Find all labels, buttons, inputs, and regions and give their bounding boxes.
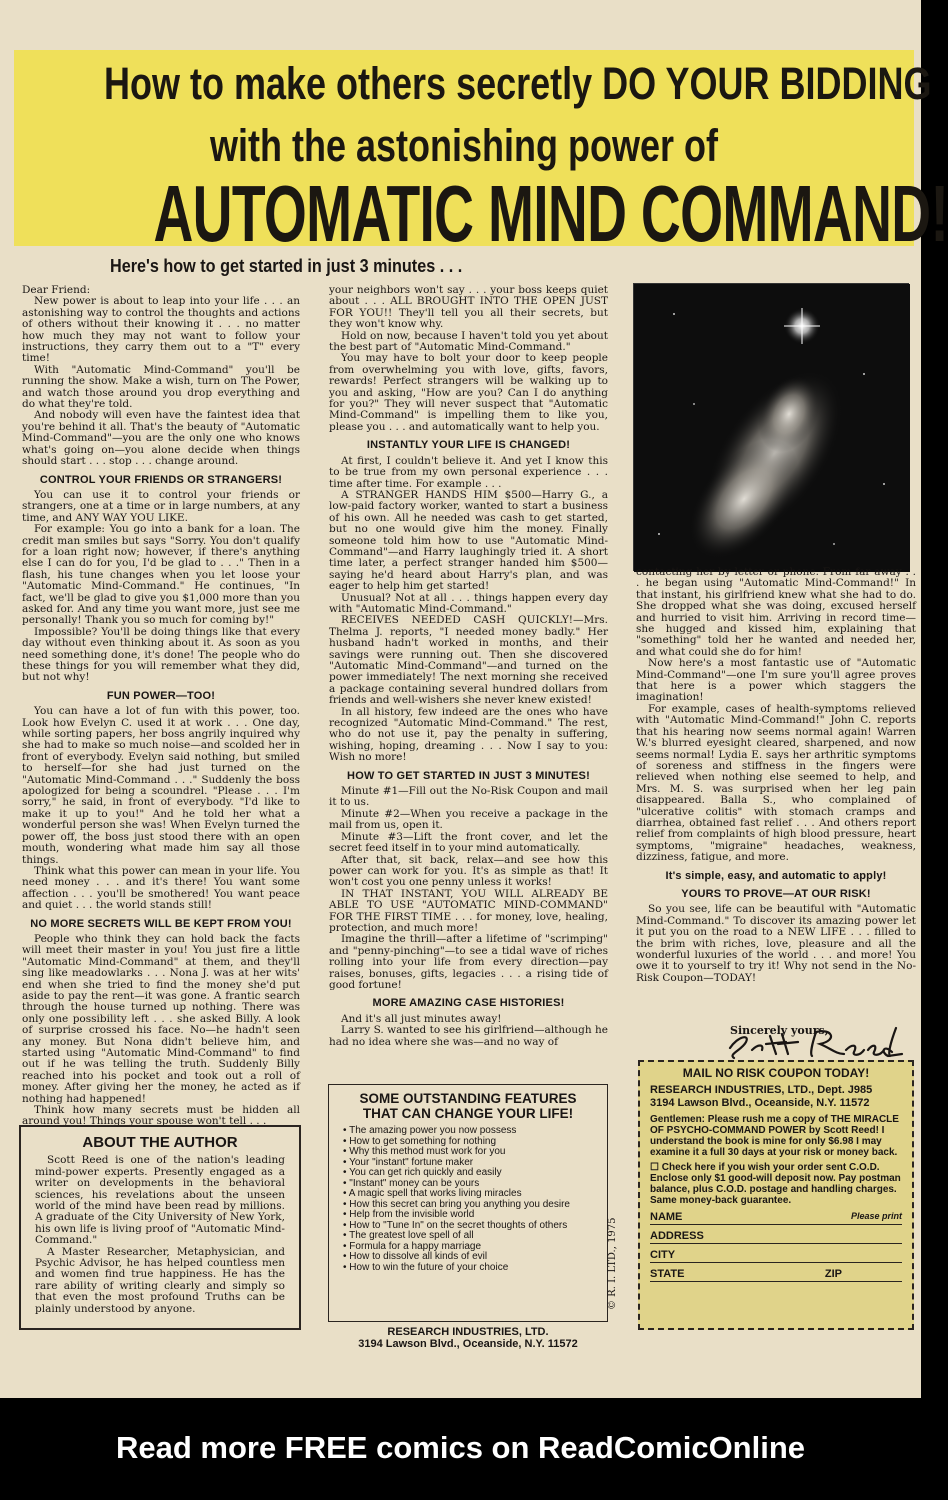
- features-list: [343, 1126, 593, 1273]
- features-title: [343, 1091, 593, 1121]
- paragraph: New power is about to leap into your life . . . an astonishing way to control the thoughts and actions of others without their knowing it . . . no matter how much they may not want to follow your instructions, they carry them out to a "T" every time!: [22, 295, 300, 365]
- paragraph: Now here's a most fantastic use of "Automatic Mind-Command"—one I'm sure you'll agree proves that here is a power which staggers the imagination!: [636, 657, 916, 704]
- coupon-title: MAIL NO RISK COUPON TODAY!: [682, 1066, 870, 1080]
- paragraph: And it's all just minutes away!: [341, 1012, 502, 1025]
- coupon-address-1: RESEARCH INDUSTRIES, LTD., Dept. J985: [650, 1084, 873, 1096]
- about-author-box: [19, 1125, 301, 1330]
- list-item: • How to "Tune In" on the secret thoughts of others: [343, 1221, 593, 1232]
- headline-line-1: How to make others secretly DO YOUR BIDDING: [104, 58, 932, 109]
- paragraph: A Master Researcher, Metaphysician, and Psychic Advisor, he has helped countless men and women find true happiness. He has the rare ability of writing clearly and simply so that even the most profound Truths can be plainly understood by anyone.: [35, 1245, 285, 1315]
- article-column-1: [22, 284, 300, 1128]
- cod-checkbox[interactable]: ☐ Check here if you wish your order sent C.O.D. Enclose only $1 good-will deposit now. Pay postman balance, plus C.O.D. postage and handling charges. Same money-back guarantee.: [650, 1162, 901, 1206]
- paragraph: Hold on now, because I haven't told you yet about the best part of "Automatic Mind-Command.": [329, 329, 608, 354]
- paragraph: Minute #3—Lift the front cover, and let the secret feed itself in to your mind automatically.: [329, 830, 608, 855]
- list-item: • The greatest love spell of all: [343, 1231, 593, 1242]
- address-field[interactable]: [650, 1230, 902, 1244]
- paragraph: IN THAT INSTANT, YOU WILL ALREADY BE ABLE TO USE "AUTOMATIC MIND-COMMAND" FOR THE FIRST TIME . . . for money, love, healing, protection, and much more!: [329, 887, 608, 934]
- company-street: 3194 Lawson Blvd., Oceanside, N.Y. 11572: [358, 1338, 578, 1350]
- order-coupon[interactable]: [638, 1060, 914, 1330]
- zip-label: ZIP: [824, 1268, 842, 1280]
- section-heading: CONTROL YOUR FRIENDS OR STRANGERS!: [39, 473, 283, 486]
- state-zip-field[interactable]: [650, 1268, 902, 1282]
- sign-off: Sincerely yours,: [730, 1024, 829, 1037]
- company-address: [328, 1326, 608, 1350]
- features-title-line-2: THAT CAN CHANGE YOUR LIFE!: [362, 1106, 574, 1121]
- paragraph: So you see, life can be beautiful with "Automatic Mind-Command." To discover its amazing power let it put you on the road to a NEW LIFE . . . filled to the brim with riches, love, pleasure and all the wonderful luxuries of the world . . . and more! You owe it to yourself to try it! Why not send in the No-Risk Coupon—TODAY!: [636, 903, 916, 984]
- address-label: ADDRESS: [650, 1230, 704, 1242]
- list-item: • "Instant" money can be yours: [343, 1179, 593, 1190]
- city-field[interactable]: [650, 1249, 902, 1263]
- section-heading: It's simple, easy, and automatic to apply!: [665, 869, 887, 882]
- paragraph: At first, I couldn't believe it. And yet I know this to be true from my own personal experience . . . time after time. For example . . .: [329, 454, 608, 490]
- paragraph: People who think they can hold back the facts will meet their master in you! You just fire a little "Automatic Mind-Command" at them, and they'll sing like meadowlarks . . . Nona J. was at her wits' end when she tried to find the money she'd put aside to pay the rent—it was gone. A frantic search through the house turned up nothing. There was only one possibility left . . . she asked Billy. A look of surprise crossed his face. No—he hadn't seen any money. But Nona didn't believe him, and started using "Automatic Mind-Command" to find out if he was telling the truth. Suddenly Billy reached into his pocket and took out a roll of money. After giving her the money, he acted as if nothing had happened!: [22, 932, 300, 1105]
- features-title-line-1: SOME OUTSTANDING FEATURES: [359, 1091, 577, 1106]
- name-label: NAME: [650, 1211, 683, 1223]
- paragraph: And nobody will even have the faintest idea that you're behind it all. That's the beauty of "Automatic Mind-Command"—you are the only one who knows what's going on—you alone decide when things should start . . . stop . . . change around.: [22, 409, 300, 468]
- paragraph: With "Automatic Mind-Command" you'll be running the show. Make a wish, turn on The Power, and watch those around you drop everything and do what they're told.: [22, 363, 300, 411]
- list-item: • How to dissolve all kinds of evil: [343, 1252, 593, 1263]
- paragraph: For example, cases of health-symptoms relieved with "Automatic Mind-Command!" John C. reports that his hearing now seems normal again! Warren W.'s blurred eyesight cleared, sharpened, and now seems normal! Lydia E. says her arthritic symptoms of soreness and stiffness in the fingers were relieved when nothing else seemed to help, and Mrs. M. S. was surprised when her leg pain disappeared. Balla S., who complained of "ulcerative colitis" with stomach cramps and diarrhea, obtained fast relief . . . And others report relief from complaints of high blood pressure, heart symptoms, "migraine" headaches, weakness, dizziness, fatigue, and more.: [636, 702, 916, 864]
- article-column-2: [329, 285, 608, 1085]
- print-note: Please print: [850, 1211, 902, 1221]
- features-box: [328, 1084, 608, 1322]
- paragraph: Scott Reed is one of the nation's leading mind-power experts. Presently engaged as a writer on developments in the behavioral sciences, his revelations about the unseen world of the mind have been read by millions. A graduate of the City University of New York, his own life is living proof of "Automatic Mind-Command.": [35, 1154, 285, 1247]
- paragraph: Think how many secrets must be hidden all around you! Things your spouse won't tell . . .: [22, 1104, 300, 1128]
- paragraph: You can use it to control your friends or strangers, one at a time or in large numbers, at any time, and ANY WAY YOU LIKE.: [22, 488, 300, 524]
- list-item: • Your "instant" fortune maker: [343, 1158, 593, 1169]
- list-item: • Why this method must work for you: [343, 1147, 593, 1158]
- section-heading: NO MORE SECRETS WILL BE KEPT FROM YOU!: [30, 917, 292, 930]
- section-heading: INSTANTLY YOUR LIFE IS CHANGED!: [366, 439, 571, 452]
- nebula-star-illustration: [634, 284, 910, 572]
- list-item: • A magic spell that works living miracles: [343, 1189, 593, 1200]
- cosmic-photo: [633, 283, 909, 571]
- paragraph: For example: You go into a bank for a loan. The credit man smiles but says "Sorry. You don't qualify for a loan right now; however, if there's anything else I can do for you, I'd be glad to . . ." Then in a flash, his tune changes when you let loose your "Automatic Mind-Command." He continues, "In fact, we'll be glad to give you $1,000 more than you asked for. And any time you want more, just see me personally! Thank you so much for coming by!": [22, 523, 300, 627]
- section-heading: YOURS TO PROVE—AT OUR RISK!: [681, 887, 871, 900]
- paragraph: After that, sit back, relax—and see how this power can work for you. It's as simple as that! It won't cost you one penny unless it works!: [329, 853, 608, 889]
- coupon-order-text: Gentlemen: Please rush me a copy of THE MIRACLE OF PSYCHO-COMMAND POWER by Scott Reed! I understand the book is mine for only $6.98 I may examine it a full 30 days at your risk or money back.: [650, 1114, 899, 1158]
- list-item: • How to get something for nothing: [343, 1137, 593, 1148]
- handwritten-signature: [720, 1014, 910, 1062]
- paragraph: You can have a lot of fun with this power, too. Look how Evelyn C. used it at work . . . One day, while sorting papers, her boss angrily inquired why she had to make so much noise—and scolded her in front of everybody. Evelyn said nothing, but smiled to herself—for she had just turned on the "Automatic Mind-Command . . ." Suddenly the boss apologized for being a scoundrel. "Please . . . I'm sorry," he said, in front of everybody. "I'd like to make it up to you!" And he told her what a wonderful person she was! When Evelyn turned the power off, the boss just stood there with an open mouth, wondering what made him say all those things.: [22, 705, 300, 866]
- section-heading: FUN POWER—TOO!: [106, 689, 216, 702]
- company-name: RESEARCH INDUSTRIES, LTD.: [387, 1326, 549, 1338]
- author-box-title: ABOUT THE AUTHOR: [82, 1134, 238, 1151]
- footer-bar: [0, 1398, 921, 1500]
- state-label: STATE: [650, 1268, 685, 1280]
- paragraph: In all history, few indeed are the ones who have recognized "Automatic Mind-Command." The rest, who do not use it, pay the penalty in suffering, wishing, hoping, dreaming . . . Now I say to you: Wish no more!: [329, 705, 608, 764]
- list-item: • How this secret can bring you anything you desire: [343, 1200, 593, 1211]
- paragraph: Imagine the thrill—after a lifetime of "scrimping" and "penny-pinching"—to see a tidal wave of riches rolling into your life from every direction—pay raises, bonuses, gifts, legacies . . . a rising tide of good fortune!: [329, 933, 608, 991]
- list-item: • How to win the future of your choice: [343, 1263, 593, 1274]
- list-item: • The amazing power you now possess: [343, 1126, 593, 1137]
- list-item: • Help from the invisible world: [343, 1210, 593, 1221]
- paragraph: Larry S. wanted to see his girlfriend—although he had no idea where she was—and no way of: [329, 1024, 608, 1048]
- section-heading: MORE AMAZING CASE HISTORIES!: [372, 997, 565, 1010]
- paragraph: Unusual? Not at all . . . things happen every day with "Automatic Mind-Command.": [329, 591, 608, 615]
- paragraph: contacting her by letter or phone. From far away . . . he began using "Automatic Mind-Command!" In that instant, his girlfriend knew what she had to do. She dropped what she was doing, excused herself and hurried to visit him. Arriving in record time—she hugged and kissed him, explaining that "something" told her he wanted and needed her, and what could she do for him!: [636, 566, 916, 658]
- paragraph: A STRANGER HANDS HIM $500—Harry G., a low-paid factory worker, wanted to start a business of his own. All he needed was cash to get started, but no one would give him the money. Finally someone told him how to use "Automatic Mind-Command"—and Harry laughingly tried it. A short time later, a perfect stranger handed him $500—saying he'd heard about Harry's plan, and was eager to help him get started!: [329, 488, 608, 593]
- name-field[interactable]: [650, 1211, 902, 1225]
- headline-line-3: AUTOMATIC MIND COMMAND!: [153, 169, 948, 258]
- headline-banner: [14, 50, 948, 258]
- headline-line-2: with the astonishing power of: [210, 120, 718, 171]
- paragraph: Minute #2—When you receive a package in the mail from us, open it.: [329, 807, 608, 832]
- list-item: • You can get rich quickly and easily: [343, 1168, 593, 1179]
- paragraph: Impossible? You'll be doing things like that every day without even thinking about it. As soon as you need something done, it's done! The people who do these things for you will remember what they did, but not why!: [22, 625, 300, 684]
- coupon-address-2: 3194 Lawson Blvd., Oceanside, N.Y. 11572: [650, 1097, 870, 1109]
- paragraph: your neighbors won't say . . . your boss keeps quiet about . . . ALL BROUGHT INTO THE OPEN JUST FOR YOU!! They'll tell you all their secrets, but they won't know why.: [329, 284, 608, 331]
- paragraph: Think what this power can mean in your life. You need money . . . and it's there! You want some affection . . . you'll be smothered! You want peace and quiet . . . the world stands still!: [22, 864, 300, 912]
- article-column-3: [636, 567, 916, 1007]
- paragraph: You may have to bolt your door to keep people from overwhelming you with love, gifts, favors, rewards! Perfect strangers will be walking up to you and asking, "How are you? Can I do anything for you?" They will never suspect that "Automatic Mind-Command" is impelling them to like you, please you . . . and automatically want to help you.: [329, 352, 608, 433]
- copyright-notice: © R. I. LTD., 1975: [607, 1217, 618, 1310]
- paragraph: Minute #1—Fill out the No-Risk Coupon and mail it to us.: [329, 785, 608, 809]
- section-heading: HOW TO GET STARTED IN JUST 3 MINUTES!: [347, 769, 590, 782]
- footer-link[interactable]: Read more FREE comics on ReadComicOnline: [115, 1430, 806, 1465]
- city-label: CITY: [650, 1249, 676, 1261]
- subheadline: Here's how to get started in just 3 minutes . . .: [110, 256, 463, 276]
- paragraph: Dear Friend:: [22, 284, 91, 296]
- paragraph: RECEIVES NEEDED CASH QUICKLY!—Mrs. Thelma J. reports, "I needed money badly." Her husband hadn't worked in months, and their savings were running out. Then she discovered "Automatic Mind-Command"—and turned on the power immediately! The next morning she received a package containing several hundred dollars from friends and well-wishers she never knew existed!: [329, 614, 608, 707]
- list-item: • Formula for a happy marriage: [343, 1242, 593, 1253]
